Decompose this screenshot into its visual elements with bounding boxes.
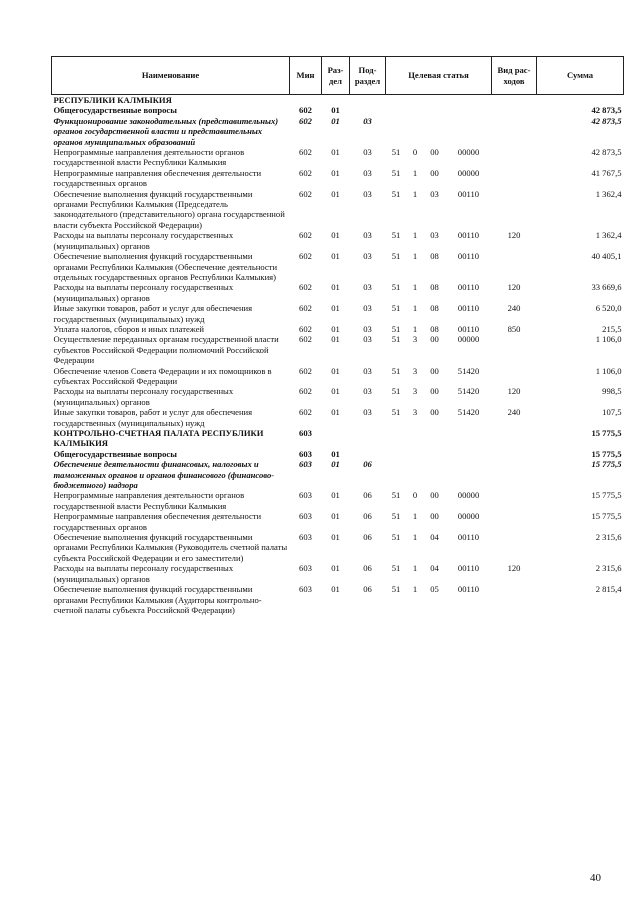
cell-target-4: 00110 xyxy=(457,563,480,574)
cell-target-4 xyxy=(446,95,492,106)
cell-target-4: 00110 xyxy=(457,323,480,334)
cell-name: Непрограммные направления деятельности органов государственной власти Республики Калмыкия xyxy=(53,147,245,168)
cell-sum: 15 775,5 xyxy=(591,448,622,459)
cell-target-3: 04 xyxy=(430,532,439,543)
table-header-row xyxy=(52,57,624,95)
cell-target-4: 00110 xyxy=(457,532,480,543)
cell-sum: 40 405,1 xyxy=(591,251,622,262)
cell-target-3 xyxy=(424,449,446,459)
cell-name: Расходы на выплаты персоналу государственных (муниципальных) органов xyxy=(53,563,234,584)
cell-min: 603 xyxy=(299,563,312,574)
cell-target-3: 00 xyxy=(430,147,439,158)
cell-target-3: 03 xyxy=(430,230,439,241)
cell-target-2 xyxy=(407,459,424,490)
cell-min xyxy=(290,95,322,106)
cell-vid xyxy=(492,189,537,231)
cell-razdel: 01 xyxy=(331,563,340,574)
cell-razdel: 01 xyxy=(331,584,340,595)
cell-sum: 15 775,5 xyxy=(591,459,622,470)
cell-min: 602 xyxy=(299,365,312,376)
cell-target-3 xyxy=(424,116,446,147)
cell-target-4 xyxy=(446,428,492,449)
table-row xyxy=(52,282,624,303)
cell-target-4: 00110 xyxy=(457,230,480,241)
cell-razdel xyxy=(322,428,350,449)
cell-sum: 2 315,6 xyxy=(595,532,622,543)
cell-razdel: 01 xyxy=(331,230,340,241)
cell-target-1: 51 xyxy=(391,323,401,334)
cell-vid xyxy=(492,511,537,532)
cell-sum: 6 520,0 xyxy=(595,303,622,314)
cell-razdel: 01 xyxy=(331,251,340,262)
cell-sum: 215,5 xyxy=(602,323,622,334)
table-row xyxy=(52,490,624,511)
cell-vid xyxy=(492,147,537,168)
cell-target-2: 3 xyxy=(412,365,418,376)
table-row xyxy=(52,116,624,147)
cell-sum: 1 362,4 xyxy=(595,230,622,241)
cell-target-2 xyxy=(407,105,424,115)
cell-target-2: 1 xyxy=(412,282,418,293)
table-row xyxy=(52,189,624,231)
table-row xyxy=(52,366,624,387)
cell-sum: 107,5 xyxy=(602,407,622,418)
cell-vid xyxy=(492,449,537,459)
cell-vid xyxy=(492,334,537,365)
cell-min: 602 xyxy=(299,167,312,178)
cell-podrazdel: 03 xyxy=(363,251,372,262)
cell-target-2: 1 xyxy=(412,188,418,199)
cell-target-3: 03 xyxy=(430,188,439,199)
cell-target-4: 00110 xyxy=(457,303,480,314)
cell-target-2: 0 xyxy=(412,147,418,158)
cell-min: 602 xyxy=(299,115,312,126)
cell-name: Общегосударственные вопросы xyxy=(53,448,177,459)
cell-podrazdel xyxy=(350,105,386,115)
cell-podrazdel: 03 xyxy=(363,188,372,199)
cell-target-3: 04 xyxy=(430,563,439,574)
table-row xyxy=(52,324,624,334)
cell-min: 603 xyxy=(299,490,312,501)
cell-min: 602 xyxy=(299,386,312,397)
cell-target-3: 08 xyxy=(430,282,439,293)
cell-podrazdel: 06 xyxy=(363,563,372,574)
cell-target-4: 00000 xyxy=(457,167,480,178)
cell-target-2: 3 xyxy=(412,386,418,397)
cell-min: 602 xyxy=(299,230,312,241)
cell-target-4: 00000 xyxy=(457,490,480,501)
table-row xyxy=(52,428,624,449)
cell-min: 603 xyxy=(299,428,312,438)
cell-target-1 xyxy=(386,105,407,115)
cell-target-1: 51 xyxy=(391,282,401,293)
header-razdel: Раз-дел xyxy=(322,57,350,95)
table-row xyxy=(52,459,624,490)
cell-target-4: 00110 xyxy=(457,251,480,262)
cell-razdel: 01 xyxy=(331,365,340,376)
cell-target-2: 1 xyxy=(412,167,418,178)
cell-target-3: 08 xyxy=(430,303,439,314)
table-row xyxy=(52,230,624,251)
cell-razdel: 01 xyxy=(331,105,340,116)
table-row xyxy=(52,449,624,459)
cell-name: Непрограммные направления обеспечения деятельности государственных органов xyxy=(53,511,262,532)
cell-min: 603 xyxy=(299,448,312,459)
cell-vid xyxy=(492,251,537,282)
cell-name: Общегосударственные вопросы xyxy=(53,105,177,116)
cell-target-3 xyxy=(424,105,446,115)
cell-target-2: 1 xyxy=(412,323,418,334)
header-sum: Сумма xyxy=(537,57,624,95)
cell-target-1: 51 xyxy=(391,147,401,158)
cell-sum: 1 106,0 xyxy=(595,365,622,376)
cell-razdel: 01 xyxy=(331,532,340,543)
cell-sum: 33 669,6 xyxy=(591,282,622,293)
table-row xyxy=(52,147,624,168)
cell-min: 603 xyxy=(299,459,312,470)
cell-target-3 xyxy=(424,95,446,106)
cell-razdel: 01 xyxy=(331,323,340,334)
cell-vid xyxy=(492,532,537,563)
cell-target-3: 05 xyxy=(430,584,439,595)
cell-vid: 240 xyxy=(507,303,521,314)
cell-podrazdel: 03 xyxy=(363,365,372,376)
cell-min: 602 xyxy=(299,147,312,158)
cell-sum: 998,5 xyxy=(602,386,622,397)
cell-target-1: 51 xyxy=(391,167,401,178)
cell-target-2: 1 xyxy=(412,532,418,543)
cell-name: Осуществление переданных органам государственной власти субъектов Российской Федерации полномочий Российской Федерации xyxy=(53,334,279,366)
cell-target-4: 00110 xyxy=(457,282,480,293)
cell-name: Обеспечение выполнения функций государственными органами Республики Калмыкия (Руководитель счетной палаты субъекта Российской Федерации и его заместители) xyxy=(53,532,288,563)
budget-table xyxy=(51,56,624,615)
cell-target-2 xyxy=(407,95,424,106)
cell-podrazdel: 03 xyxy=(363,303,372,314)
table-row xyxy=(52,532,624,563)
cell-target-1: 51 xyxy=(391,251,401,262)
cell-target-1 xyxy=(386,95,407,106)
cell-target-1 xyxy=(386,449,407,459)
cell-target-3: 08 xyxy=(430,251,439,262)
cell-target-4: 00110 xyxy=(457,584,480,595)
cell-target-2 xyxy=(407,449,424,459)
cell-target-1: 51 xyxy=(391,407,401,418)
cell-target-4 xyxy=(446,459,492,490)
cell-razdel: 01 xyxy=(331,115,340,126)
table-row xyxy=(52,303,624,324)
cell-razdel xyxy=(322,95,350,106)
cell-vid xyxy=(492,428,537,449)
table-row xyxy=(52,168,624,189)
cell-razdel: 01 xyxy=(331,167,340,178)
cell-name: Непрограммные направления деятельности органов государственной власти Республики Калмыкия xyxy=(53,490,245,511)
cell-vid: 120 xyxy=(507,563,521,574)
cell-vid xyxy=(492,490,537,511)
cell-target-3 xyxy=(424,459,446,490)
table-row xyxy=(52,386,624,407)
cell-target-2: 3 xyxy=(412,334,418,345)
table-row xyxy=(52,407,624,428)
cell-sum: 2 315,6 xyxy=(595,563,622,574)
cell-podrazdel: 03 xyxy=(363,323,372,334)
cell-target-3: 08 xyxy=(430,323,439,334)
cell-vid: 120 xyxy=(507,282,521,293)
cell-podrazdel xyxy=(350,95,386,106)
cell-name: Расходы на выплаты персоналу государственных (муниципальных) органов xyxy=(53,386,234,407)
cell-min: 602 xyxy=(299,407,312,418)
cell-target-1 xyxy=(386,459,407,490)
header-name: Наименование xyxy=(52,57,290,95)
cell-sum: 41 767,5 xyxy=(591,167,622,178)
cell-sum: 2 815,4 xyxy=(595,584,622,595)
cell-sum: 1 106,0 xyxy=(595,334,622,345)
cell-min: 602 xyxy=(299,251,312,262)
cell-target-1: 51 xyxy=(391,303,401,314)
cell-podrazdel xyxy=(350,449,386,459)
cell-vid xyxy=(492,168,537,189)
cell-name: Обеспечение выполнения функций государственными органами Республики Калмыкия (Председатель законодательного (представительного) органа государственной власти субъекта Российской Федерации) xyxy=(53,188,285,230)
cell-razdel: 01 xyxy=(331,459,340,470)
page-number: 40 xyxy=(590,872,601,884)
cell-target-1: 51 xyxy=(391,188,401,199)
cell-name: РЕСПУБЛИКИ КАЛМЫКИЯ xyxy=(53,95,172,105)
cell-podrazdel: 03 xyxy=(363,167,372,178)
cell-min: 602 xyxy=(299,105,312,116)
header-vid: Вид рас-ходов xyxy=(492,57,537,95)
cell-razdel: 01 xyxy=(331,511,340,522)
cell-name: КОНТРОЛЬНО-СЧЕТНАЯ ПАЛАТА РЕСПУБЛИКИ КАЛМЫКИЯ xyxy=(53,428,264,449)
cell-vid: 240 xyxy=(507,407,521,418)
cell-vid xyxy=(492,95,537,106)
cell-target-1 xyxy=(386,428,407,449)
cell-target-1: 51 xyxy=(391,490,401,501)
cell-name: Обеспечение членов Совета Федерации и их помощников в субъектах Российской Федерации xyxy=(53,365,272,386)
cell-sum: 42 873,5 xyxy=(591,147,622,158)
cell-vid: 120 xyxy=(507,386,521,397)
cell-target-3: 00 xyxy=(430,490,439,501)
cell-name: Иные закупки товаров, работ и услуг для обеспечения государственных (муниципальных) нужд xyxy=(53,303,253,324)
cell-sum xyxy=(537,95,624,106)
cell-target-1: 51 xyxy=(391,365,401,376)
cell-target-3 xyxy=(424,428,446,449)
table-row xyxy=(52,563,624,584)
cell-target-2: 1 xyxy=(412,584,418,595)
cell-vid xyxy=(492,116,537,147)
cell-name: Расходы на выплаты персоналу государственных (муниципальных) органов xyxy=(53,230,234,251)
cell-sum: 42 873,5 xyxy=(591,115,622,126)
cell-min: 603 xyxy=(299,532,312,543)
cell-target-2 xyxy=(407,428,424,449)
table-row xyxy=(52,584,624,615)
cell-razdel: 01 xyxy=(331,407,340,418)
cell-min: 602 xyxy=(299,334,312,345)
cell-razdel: 01 xyxy=(331,490,340,501)
cell-target-3: 00 xyxy=(430,365,439,376)
cell-target-1: 51 xyxy=(391,532,401,543)
cell-name: Непрограммные направления обеспечения деятельности государственных органов xyxy=(53,167,262,189)
cell-target-2: 1 xyxy=(412,230,418,241)
cell-target-1: 51 xyxy=(391,584,401,595)
cell-target-4 xyxy=(446,105,492,115)
table-row xyxy=(52,334,624,365)
cell-target-4 xyxy=(446,449,492,459)
cell-min: 603 xyxy=(299,511,312,522)
cell-name: Функционирование законодательных (представительных) органов государственной власти и представительных органов муниципальных образований xyxy=(53,115,279,147)
cell-target-4: 00000 xyxy=(457,334,480,345)
cell-target-3: 00 xyxy=(430,334,439,345)
cell-target-1 xyxy=(386,116,407,147)
cell-podrazdel: 06 xyxy=(363,584,372,595)
table-row xyxy=(52,95,624,106)
cell-razdel: 01 xyxy=(331,386,340,397)
cell-sum: 15 775,5 xyxy=(591,490,622,501)
cell-vid xyxy=(492,584,537,615)
cell-target-2: 3 xyxy=(412,407,418,418)
header-podrazdel: Под-раздел xyxy=(350,57,386,95)
cell-target-1: 51 xyxy=(391,563,401,574)
cell-razdel: 01 xyxy=(331,448,340,459)
header-target: Целевая статья xyxy=(386,57,492,95)
cell-razdel: 01 xyxy=(331,334,340,345)
cell-target-1: 51 xyxy=(391,386,401,397)
table-row xyxy=(52,251,624,282)
cell-min: 602 xyxy=(299,323,312,334)
cell-target-3: 00 xyxy=(430,511,439,522)
cell-target-4: 51420 xyxy=(457,407,480,418)
cell-razdel: 01 xyxy=(331,303,340,314)
cell-target-2: 1 xyxy=(412,511,418,522)
cell-sum: 15 775,5 xyxy=(591,428,622,438)
cell-name: Обеспечение выполнения функций государственными органами Республики Калмыкия (Аудиторы контрольно-счетной палаты субъекта Российской Федерации) xyxy=(53,584,262,615)
cell-target-3: 00 xyxy=(430,386,439,397)
cell-sum: 1 362,4 xyxy=(595,188,622,199)
cell-target-4: 00000 xyxy=(457,147,480,158)
cell-podrazdel: 06 xyxy=(363,532,372,543)
cell-min: 602 xyxy=(299,282,312,293)
cell-razdel: 01 xyxy=(331,188,340,199)
cell-name: Иные закупки товаров, работ и услуг для обеспечения государственных (муниципальных) нужд xyxy=(53,407,253,428)
table-row xyxy=(52,511,624,532)
cell-podrazdel: 06 xyxy=(363,490,372,501)
cell-target-2: 1 xyxy=(412,563,418,574)
cell-target-3: 00 xyxy=(430,407,439,418)
table-row xyxy=(52,105,624,115)
cell-sum: 15 775,5 xyxy=(591,511,622,522)
cell-target-4: 51420 xyxy=(457,365,480,376)
cell-podrazdel: 03 xyxy=(363,147,372,158)
cell-name: Обеспечение деятельности финансовых, налоговых и таможенных органов и органов финансового (финансово-бюджетного) надзора xyxy=(53,459,275,491)
cell-podrazdel: 06 xyxy=(363,459,372,470)
cell-target-2: 1 xyxy=(412,251,418,262)
cell-target-4: 51420 xyxy=(457,386,480,397)
cell-podrazdel: 06 xyxy=(363,511,372,522)
cell-sum: 42 873,5 xyxy=(591,105,622,116)
cell-podrazdel: 03 xyxy=(363,386,372,397)
cell-podrazdel: 03 xyxy=(363,282,372,293)
cell-vid xyxy=(492,366,537,387)
cell-podrazdel: 03 xyxy=(363,334,372,345)
cell-name: Уплата налогов, сборов и иных платежей xyxy=(53,323,205,334)
cell-target-2 xyxy=(407,116,424,147)
cell-min: 602 xyxy=(299,303,312,314)
cell-podrazdel xyxy=(350,428,386,449)
cell-vid: 120 xyxy=(507,230,521,241)
cell-razdel: 01 xyxy=(331,282,340,293)
cell-name: Обеспечение выполнения функций государственными органами Республики Калмыкия (Обеспечение деятельности отдельных государственных органов Республики Калмыкия) xyxy=(53,251,278,282)
cell-razdel: 01 xyxy=(331,147,340,158)
cell-vid: 850 xyxy=(507,323,521,334)
header-min: Мин xyxy=(290,57,322,95)
cell-vid xyxy=(492,459,537,490)
cell-target-1: 51 xyxy=(391,511,401,522)
cell-target-4: 00000 xyxy=(457,511,480,522)
cell-name: Расходы на выплаты персоналу государственных (муниципальных) органов xyxy=(53,282,234,303)
cell-target-3: 00 xyxy=(430,167,439,178)
cell-target-1: 51 xyxy=(391,334,401,345)
cell-min: 602 xyxy=(299,188,312,199)
cell-target-4 xyxy=(446,116,492,147)
cell-podrazdel: 03 xyxy=(363,407,372,418)
cell-podrazdel: 03 xyxy=(363,230,372,241)
cell-target-4: 00110 xyxy=(457,188,480,199)
cell-target-2: 0 xyxy=(412,490,418,501)
table-body xyxy=(52,95,624,616)
cell-min: 603 xyxy=(299,584,312,595)
cell-podrazdel: 03 xyxy=(363,115,372,126)
cell-target-1: 51 xyxy=(391,230,401,241)
cell-vid xyxy=(492,105,537,115)
cell-target-2: 1 xyxy=(412,303,418,314)
